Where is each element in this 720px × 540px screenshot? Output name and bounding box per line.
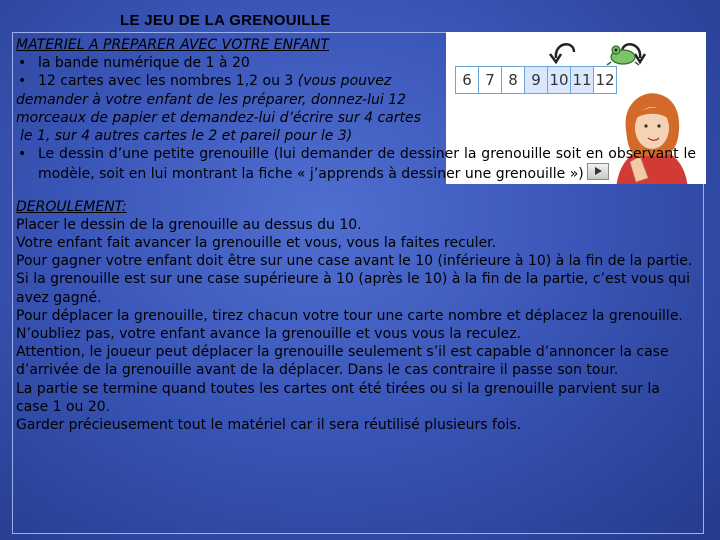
materiel-list [16, 54, 696, 90]
list-item-text: 12 cartes avec les nombres 1,2 ou 3 [38, 73, 298, 90]
number-cell: 6 [455, 66, 479, 94]
content-text [16, 36, 696, 434]
paragraph: Si la grenouille est sur une case supérieure à 10 (après le 10) à la fin de la partie, c’est vous qui avez gagné. [16, 271, 691, 306]
deroulement-heading: DEROULEMENT: [16, 198, 127, 215]
list-item [16, 145, 696, 183]
list-item [16, 72, 696, 90]
materiel-heading: MATERIEL A PREPARER AVEC VOTRE ENFANT [16, 37, 329, 53]
number-cell: 10 [547, 66, 571, 94]
spacer [16, 184, 696, 198]
list-item-note: (vous pouvez [297, 73, 392, 90]
materiel-list [16, 145, 696, 183]
number-cell: 7 [478, 66, 502, 94]
number-cell: 12 [593, 66, 617, 94]
paragraph: Placer le dessin de la grenouille au dessus du 10. [16, 216, 362, 233]
slide [12, 8, 712, 534]
list-item-note: demander à votre enfant de les préparer, donnez-lui 12 [16, 91, 407, 108]
sound-icon[interactable] [587, 163, 609, 180]
list-item-note: le 1, sur 4 autres cartes le 2 et pareil pour le 3) [20, 128, 353, 145]
number-cell: 8 [501, 66, 525, 94]
paragraph: Garder précieusement tout le matériel car il sera réutilisé plusieurs fois. [16, 417, 522, 434]
number-cell: 9 [524, 66, 548, 94]
paragraph: La partie se termine quand toutes les cartes ont été tirées ou si la grenouille parvient sur la case 1 ou 20. [16, 380, 660, 415]
paragraph: Pour déplacer la grenouille, tirez chacun votre tour une carte nombre et déplacez la grenouille. N’oubliez pas, votre enfant avance la grenouille et vous vous la reculez. [16, 307, 683, 343]
paragraph: Attention, le joueur peut déplacer la grenouille seulement s’il est capable d’annoncer la case d’arrivée de la grenouille avant de la déplacer. Dans le cas contraire il passe son tour. [16, 344, 669, 379]
list-item-text: la bande numérique de 1 à 20 [38, 55, 250, 72]
list-item-text: Le dessin d’une petite grenouille (lui demander de dessiner la grenouille soit en observant le modèle, soit en lui montrant la fiche « j’apprends à dessiner une grenouille ») [38, 146, 696, 183]
paragraph: Votre enfant fait avancer la grenouille et vous, vous la faites reculer. [16, 235, 497, 252]
page-title: LE JEU DE LA GRENOUILLE [120, 12, 331, 29]
paragraph: Pour gagner votre enfant doit être sur une case avant le 10 (inférieure à 10) à la fin de la partie. [16, 253, 693, 270]
list-item [16, 54, 696, 72]
list-item-note: morceaux de papier et demandez-lui d’écrire sur 4 cartes [16, 109, 421, 126]
number-cell: 11 [570, 66, 594, 94]
